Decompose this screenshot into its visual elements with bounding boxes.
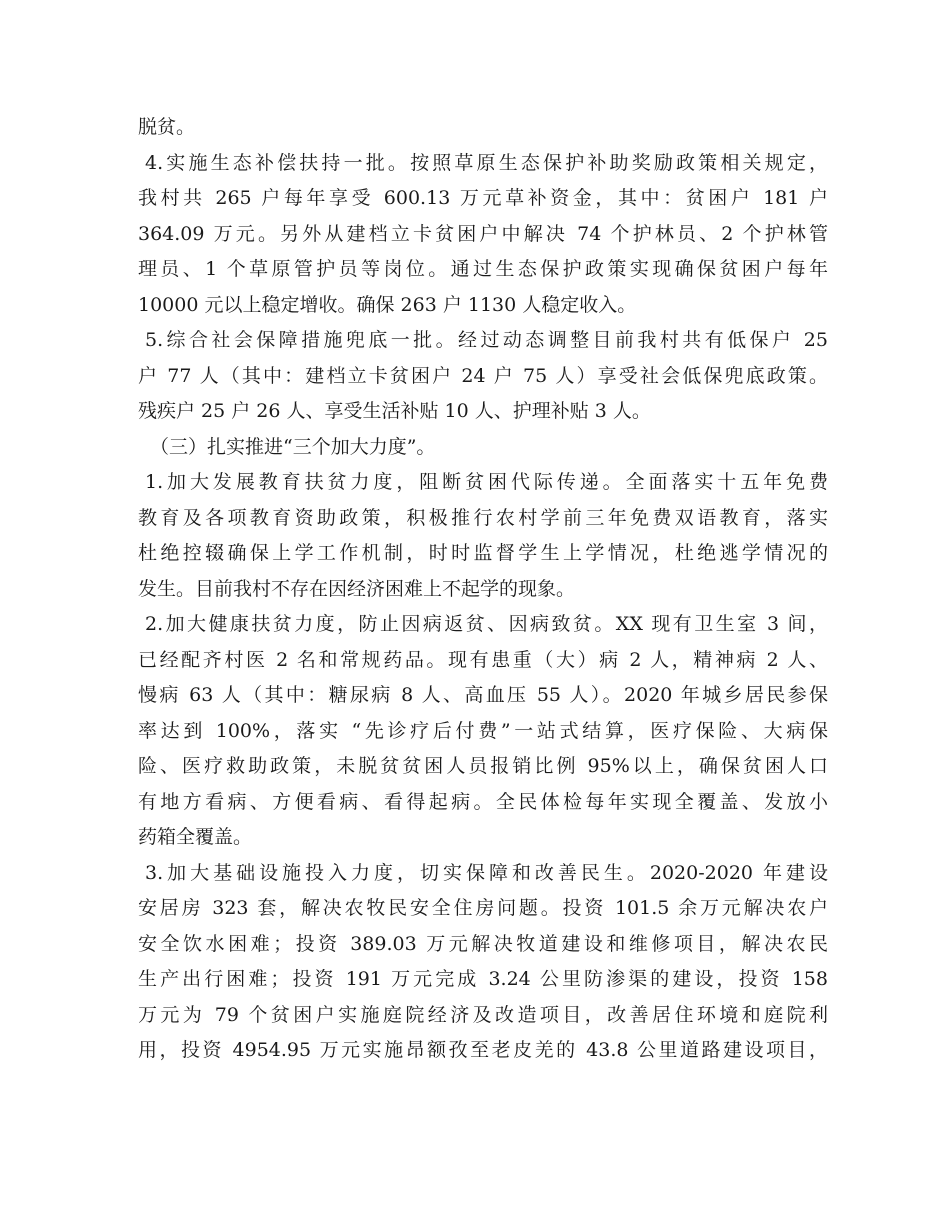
paragraph-line: 户 77 人（其中：建档立卡贫困户 24 户 75 人）享受社会低保兜底政策。	[138, 364, 828, 387]
paragraph-line: 安全饮水困难；投资 389.03 万元解决牧道建设和维修项目，解决农民	[138, 932, 828, 955]
section-heading: （三）扎实推进“三个加大力度”。	[150, 435, 436, 458]
paragraph-line: 用，投资 4954.95 万元实施昂额孜至老皮羌的 43.8 公里道路建设项目，	[138, 1039, 828, 1061]
paragraph-line: 药箱全覆盖。	[138, 826, 253, 848]
paragraph-line: 率达到 100%，落实 “先诊疗后付费”一站式结算，医疗保险、大病保	[138, 719, 828, 742]
paragraph-line: 364.09 万元。另外从建档立卡贫困户中解决 74 个护林员、2 个护林管	[138, 222, 828, 245]
paragraph-line: 生产出行困难；投资 191 万元完成 3.24 公里防渗渠的建设，投资 158	[138, 968, 828, 990]
paragraph-line: 万元为 79 个贫困户实施庭院经济及改造项目，改善居住环境和庭院利	[138, 1003, 828, 1026]
paragraph-line: 发生。目前我村不存在因经济困难上不起学的现象。	[138, 577, 576, 600]
paragraph-line: 5.综合社会保障措施兜底一批。经过动态调整目前我村共有低保户 25	[145, 329, 828, 351]
paragraph-line: 有地方看病、方便看病、看得起病。全民体检每年实现全覆盖、发放小	[138, 790, 828, 813]
paragraph-line: 残疾户 25 户 26 人、享受生活补贴 10 人、护理补贴 3 人。	[138, 400, 651, 422]
paragraph-line: 慢病 63 人（其中：糖尿病 8 人、高血压 55 人）。2020 年城乡居民参保	[138, 684, 828, 706]
paragraph-line: 杜绝控辍确保上学工作机制，时时监督学生上学情况，杜绝逃学情况的	[138, 542, 828, 564]
paragraph-line: 1.加大发展教育扶贫力度，阻断贫困代际传递。全面落实十五年免费	[145, 471, 828, 493]
paragraph-line: 4.实施生态补偿扶持一批。按照草原生态保护补助奖励政策相关规定，	[145, 151, 828, 174]
paragraph-line: 安居房 323 套，解决农牧民安全住房问题。投资 101.5 余万元解决农户	[138, 897, 828, 919]
paragraph-line: 教育及各项教育资助政策，积极推行农村学前三年免费双语教育，落实	[138, 506, 828, 529]
body-text	[138, 110, 828, 1069]
paragraph-line: 2.加大健康扶贫力度，防止因病返贫、因病致贫。XX 现有卫生室 3 间，	[145, 613, 828, 635]
paragraph-line: 3.加大基础设施投入力度，切实保障和改善民生。2020-2020 年建设	[145, 861, 828, 884]
paragraph-line: 理员、1 个草原管护员等岗位。通过生态保护政策实现确保贫困户每年	[138, 258, 828, 280]
paragraph-line: 险、医疗救助政策，未脱贫贫困人员报销比例 95%以上，确保贫困人口	[138, 755, 828, 777]
paragraph-line: 10000 元以上稳定增收。确保 263 户 1130 人稳定收入。	[138, 293, 637, 316]
paragraph-line: 我村共 265 户每年享受 600.13 万元草补资金，其中：贫困户 181 户	[138, 187, 828, 209]
paragraph-line: 脱贫。	[138, 116, 196, 138]
paragraph-line: 已经配齐村医 2 名和常规药品。现有患重（大）病 2 人，精神病 2 人、	[138, 648, 828, 671]
